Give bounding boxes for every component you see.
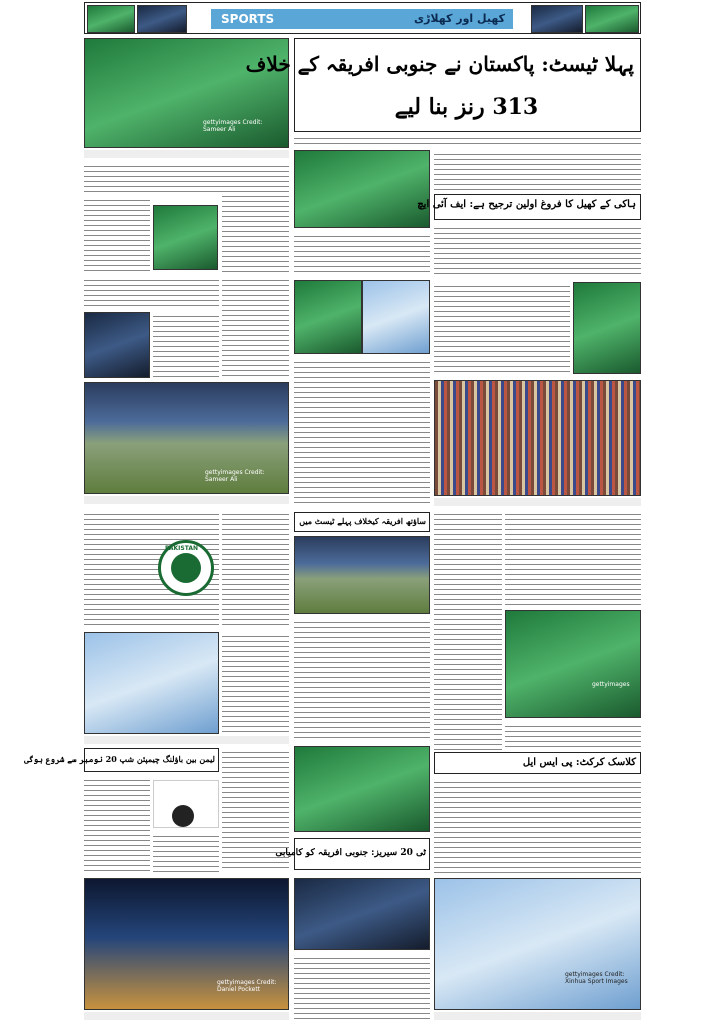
article-text	[434, 282, 570, 374]
tennis-trophy-photo	[434, 878, 641, 1010]
logo-inner	[171, 553, 201, 583]
masthead-photo-left	[87, 5, 135, 33]
photo-credit: gettyimages Credit: Xinhua Sport Images	[565, 971, 628, 985]
masthead-photo-left-2	[137, 5, 187, 33]
team-celebration-photo	[84, 382, 289, 494]
article-text	[294, 618, 430, 742]
photo-credit: gettyimages Credit: Sameer Ali	[205, 469, 265, 483]
south-africa-headline: ساؤتھ افریقہ کیخلاف پہلے ٹیسٹ میں	[299, 516, 426, 526]
basketball-photo	[84, 878, 289, 1010]
photo-caption	[434, 1012, 641, 1020]
article-text	[153, 832, 219, 872]
article-text	[505, 510, 641, 606]
masthead-photo-right	[531, 5, 583, 33]
lead-headline-line2: 313 رنز بنا لیے	[394, 94, 539, 120]
bowling-headline-box	[24, 748, 219, 772]
trophy-photo	[505, 610, 641, 718]
photo-credit: gettyimages	[592, 681, 630, 688]
sports-label: SPORTS	[221, 12, 275, 26]
article-text	[294, 232, 430, 272]
bowling-pins-image	[153, 780, 219, 828]
article-text	[222, 632, 289, 734]
t20-headline-box	[275, 838, 430, 870]
logo-text: PAKISTAN	[165, 545, 198, 552]
article-text	[84, 276, 219, 310]
article-text	[222, 276, 289, 378]
masthead-photo-right-2	[585, 5, 639, 33]
players-photo-2	[362, 280, 430, 354]
portrait-photo	[84, 312, 150, 378]
hockey-team-photo	[294, 536, 430, 614]
article-text	[434, 150, 641, 190]
article-text	[294, 954, 430, 1020]
bowling-headline: لیمن بین باؤلنگ چیمپئن شپ 20 نومبر سے شروع ہوگی	[24, 754, 215, 764]
article-text	[505, 722, 641, 750]
bowling-ball	[172, 805, 194, 827]
carlsen-headline: کلاسک کرکٹ: پی ایس ایل	[522, 757, 636, 768]
photo-caption	[434, 498, 641, 506]
crowd-photo	[434, 380, 641, 496]
carlsen-headline-box	[434, 752, 641, 774]
t20-headline: ٹی 20 سیریز: جنوبی افریقہ کو کامیابی	[275, 848, 426, 858]
hockey-headline-box	[417, 194, 641, 220]
lead-headline-line1: پہلا ٹیسٹ: پاکستان نے جنوبی افریقہ کے خلاف	[245, 52, 634, 76]
article-text	[153, 312, 219, 378]
photo-caption	[84, 1012, 289, 1020]
lead-headline-box	[245, 38, 641, 132]
masthead	[84, 2, 641, 34]
section-title: کھیل اور کھلاڑی	[414, 12, 505, 25]
article-text	[84, 776, 150, 872]
photo-caption	[84, 496, 289, 504]
article-text	[434, 778, 641, 874]
batting-photo	[294, 746, 430, 832]
sports-banner	[211, 9, 513, 29]
hockey-headline: ہاکی کے کھیل کا فروغ اولین ترجیح ہے: ایف آئی ایچ	[417, 199, 636, 210]
team-photo	[573, 282, 641, 374]
netball-photo	[84, 632, 219, 734]
press-photo	[294, 878, 430, 950]
pakistan-federation-logo	[158, 540, 214, 596]
coach-photo	[153, 205, 218, 270]
article-text	[294, 358, 430, 506]
batsman-photo	[294, 150, 430, 228]
south-africa-headline-box	[294, 512, 430, 532]
photo-caption	[84, 736, 289, 744]
lead-body-text	[294, 134, 641, 146]
article-text	[84, 196, 150, 272]
photo-credit: gettyimages Credit: Sameer Ali	[203, 119, 263, 133]
article-text	[222, 162, 289, 272]
players-photo-1	[294, 280, 362, 354]
photo-credit: gettyimages Credit: Daniel Pockett	[217, 979, 277, 993]
article-text	[222, 510, 289, 628]
photo-caption	[84, 150, 289, 158]
article-text	[434, 510, 502, 750]
article-text	[434, 224, 641, 278]
